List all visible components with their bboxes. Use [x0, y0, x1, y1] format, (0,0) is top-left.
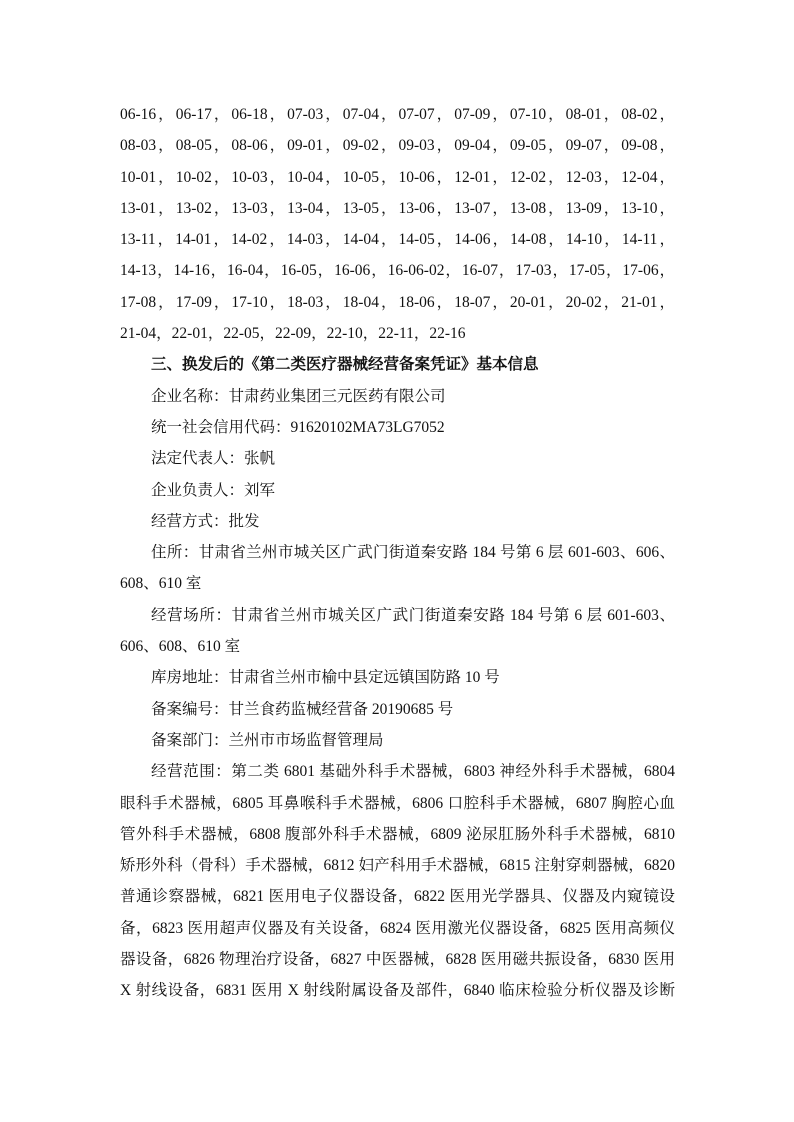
field-residence-line2: 608、610 室: [120, 575, 202, 593]
classification-code-line: 10-01，10-02，10-03，10-04，10-05，10-06，12-01，12-02，12-03，12-04，: [120, 168, 675, 186]
business-scope-line: 备，6823 医用超声仪器及有关设备，6824 医用激光仪器设备，6825 医用高频仪: [120, 919, 675, 937]
classification-code-line: 13-01，13-02，13-03，13-04，13-05，13-06，13-07，13-08，13-09，13-10，: [120, 199, 675, 217]
business-scope-line: 经营范围：第二类 6801 基础外科手术器械，6803 神经外科手术器械，6804: [151, 763, 675, 781]
field-enterprise-manager: 企业负责人：刘军: [151, 481, 276, 499]
classification-code-line: 14-13，14-16，16-04，16-05，16-06，16-06-02，16-07，17-03，17-05，17-06，: [120, 262, 675, 280]
field-legal-representative: 法定代表人：张帆: [151, 450, 276, 468]
classification-code-line: 17-08，17-09，17-10，18-03，18-04，18-06，18-07，20-01，20-02，21-01，: [120, 293, 675, 311]
field-business-mode: 经营方式：批发: [151, 512, 260, 530]
classification-code-line: 06-16，06-17，06-18，07-03，07-04，07-07，07-09，07-10，08-01，08-02，: [120, 106, 675, 123]
field-credit-code: 统一社会信用代码：91620102MA73LG7052: [151, 418, 445, 436]
field-residence-line1: 住所：甘肃省兰州市城关区广武门街道秦安路 184 号第 6 层 601-603、606、: [151, 544, 675, 562]
classification-code-line: 21-04，22-01，22-05，22-09，22-10，22-11，22-16: [120, 325, 466, 343]
business-scope-line: 普通诊察器械，6821 医用电子仪器设备，6822 医用光学器具、仪器及内窥镜设: [120, 888, 675, 906]
business-scope-line: 器设备，6826 物理治疗设备，6827 中医器械，6828 医用磁共振设备，6830 医用: [120, 951, 675, 969]
section-heading: 三、换发后的《第二类医疗器械经营备案凭证》基本信息: [151, 356, 539, 374]
business-scope-line: 眼科手术器械，6805 耳鼻喉科手术器械，6806 口腔科手术器械，6807 胸腔心血: [120, 794, 675, 812]
business-scope-line: 矫形外科（骨科）手术器械，6812 妇产科用手术器械，6815 注射穿刺器械，6820: [120, 857, 675, 875]
field-warehouse-address: 库房地址：甘肃省兰州市榆中县定远镇国防路 10 号: [151, 669, 500, 687]
field-premises-line2: 606、608、610 室: [120, 638, 241, 656]
classification-code-line: 13-11，14-01，14-02，14-03，14-04，14-05，14-06，14-08，14-10，14-11，: [120, 231, 675, 249]
field-filing-number: 备案编号：甘兰食药监械经营备 20190685 号: [151, 700, 454, 718]
field-enterprise-name: 企业名称：甘肃药业集团三元医药有限公司: [151, 387, 446, 405]
field-premises-line1: 经营场所：甘肃省兰州市城关区广武门街道秦安路 184 号第 6 层 601-603、: [151, 606, 675, 624]
business-scope-line: 管外科手术器械，6808 腹部外科手术器械，6809 泌尿肛肠外科手术器械，6810: [120, 825, 675, 843]
business-scope-line: X 射线设备，6831 医用 X 射线附属设备及部件，6840 临床检验分析仪器及诊断: [120, 982, 675, 1000]
classification-code-line: 08-03，08-05，08-06，09-01，09-02，09-03，09-04，09-05，09-07，09-08，: [120, 137, 675, 155]
field-filing-department: 备案部门：兰州市市场监督管理局: [151, 731, 384, 749]
